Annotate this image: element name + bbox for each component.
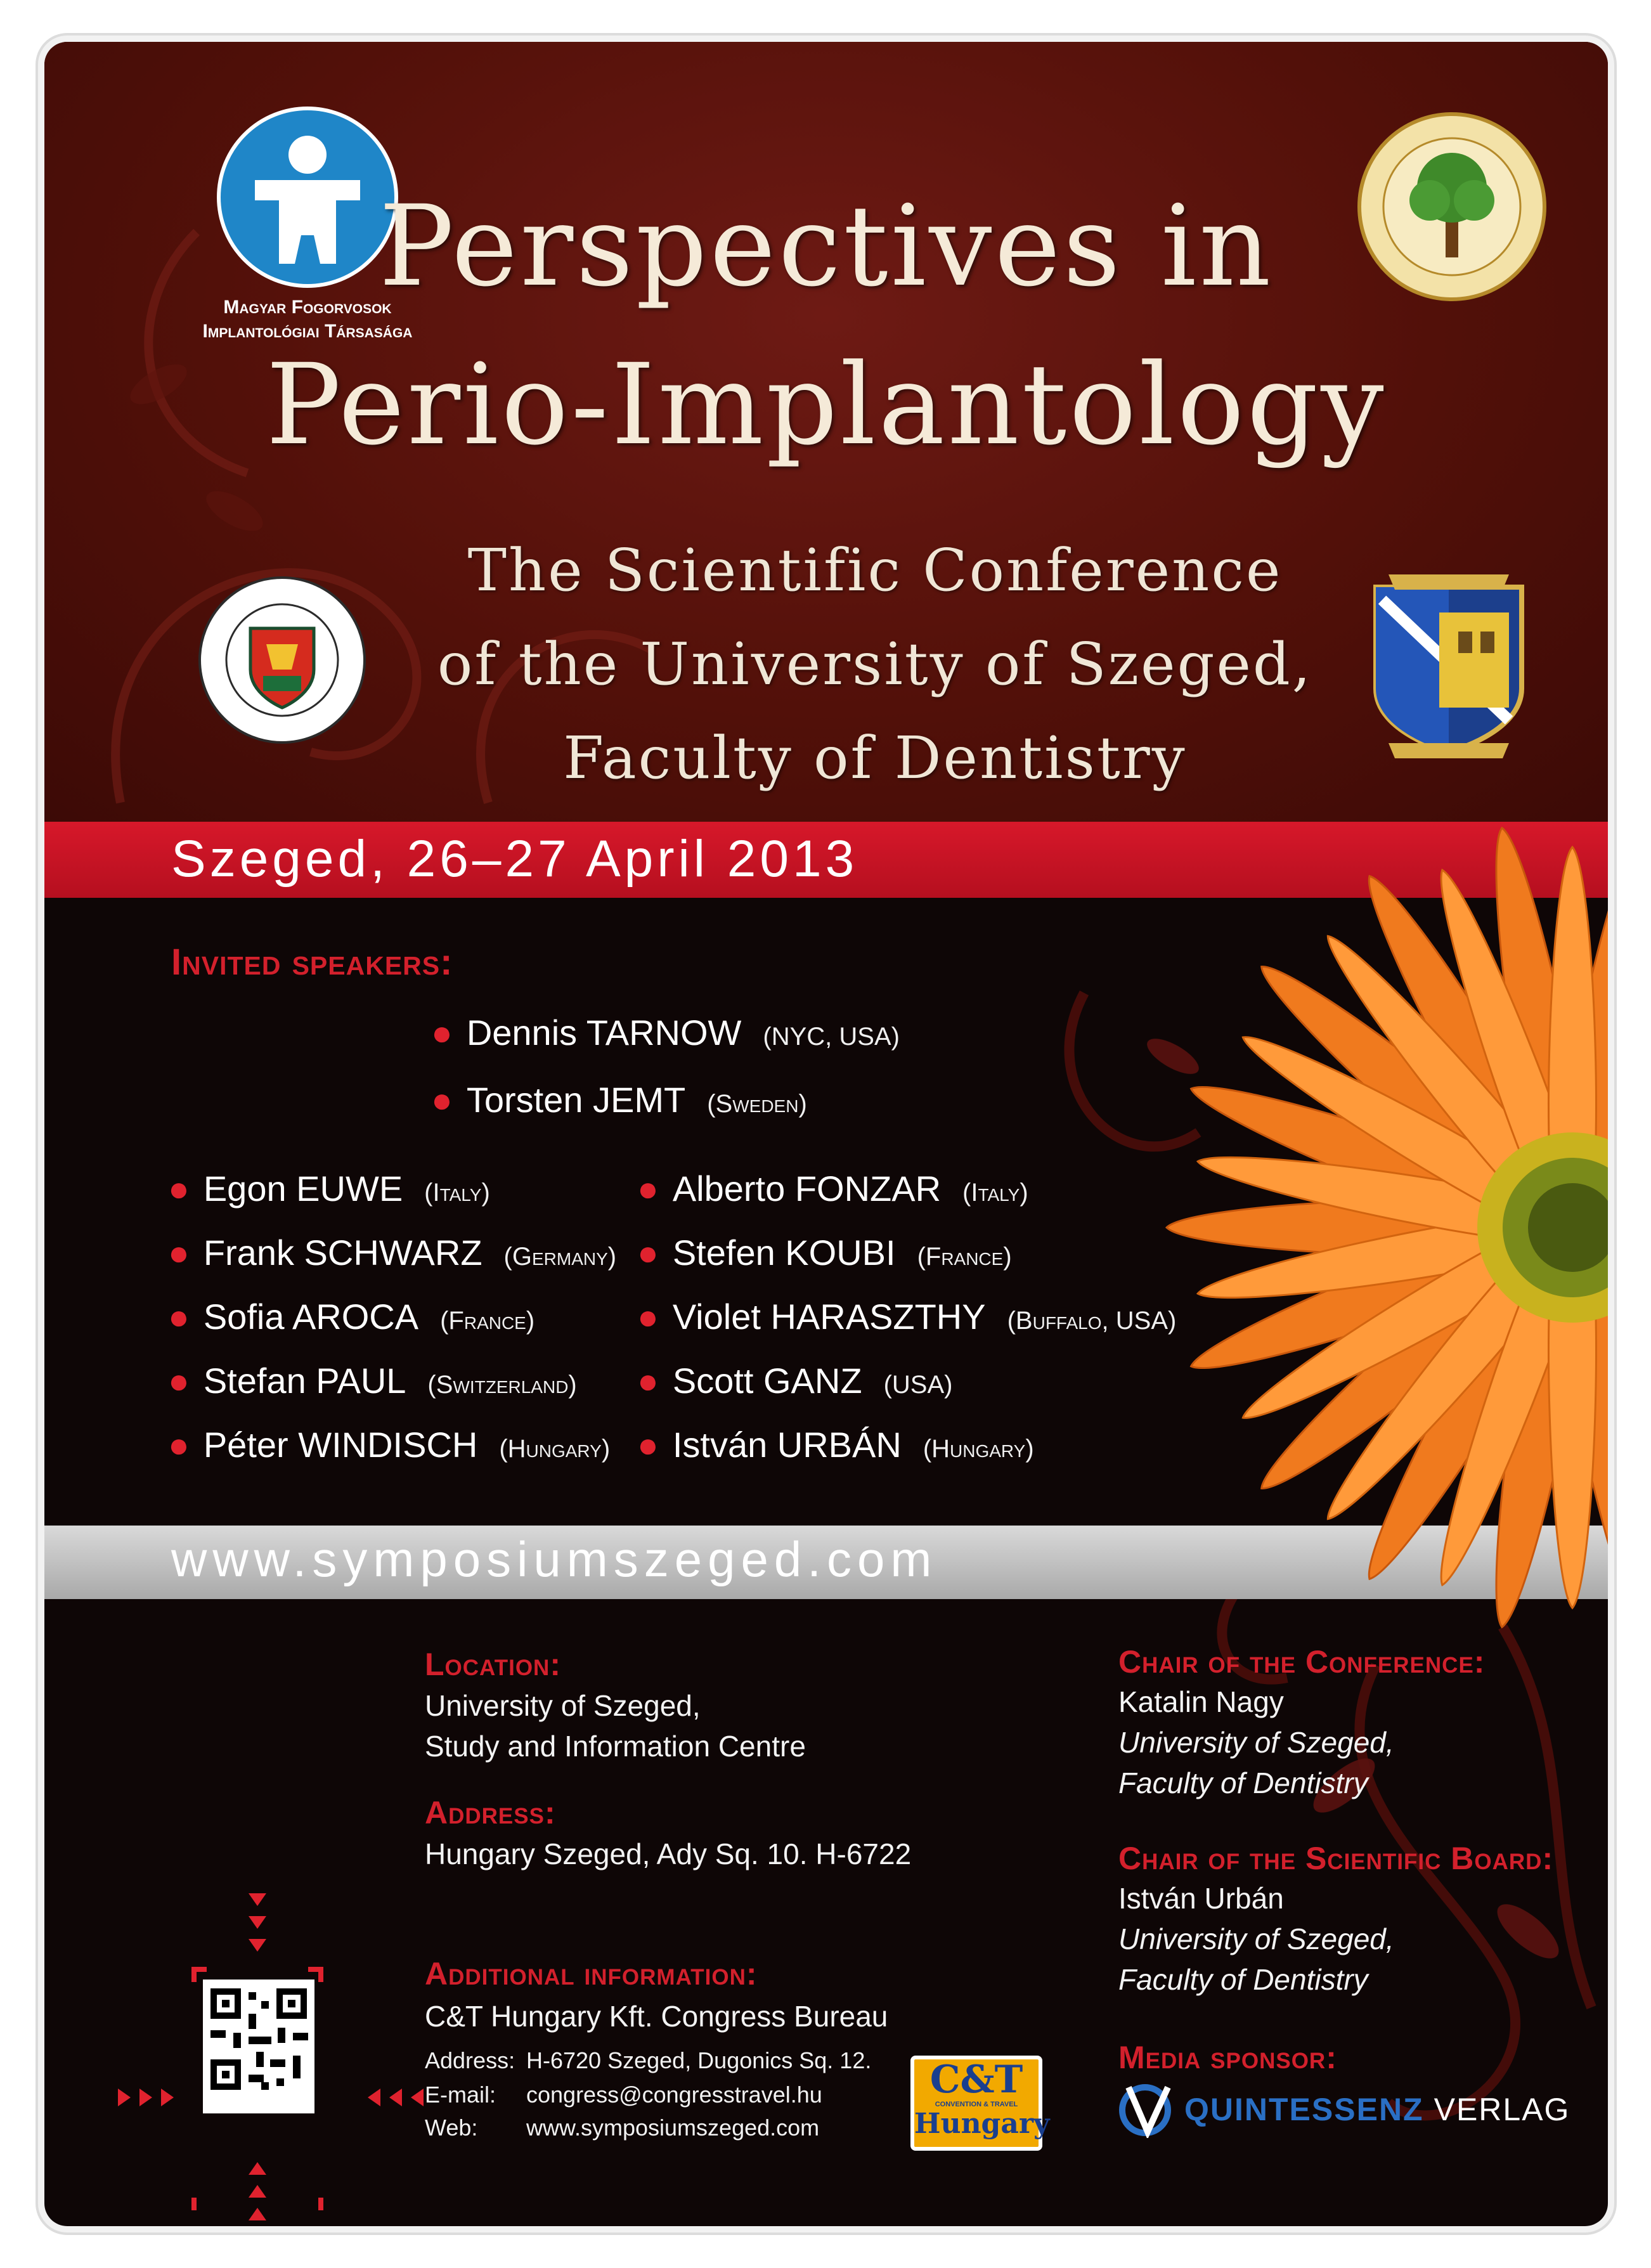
arrow-right-icon bbox=[118, 2089, 174, 2106]
chair-name: Katalin Nagy bbox=[1118, 1685, 1284, 1718]
speaker-country: (Italy) bbox=[962, 1179, 1028, 1207]
speaker-country: (NYC, USA) bbox=[763, 1023, 900, 1051]
mfit-logo-text-line2: Implantológiai Társasága bbox=[202, 321, 413, 342]
additional-web-link[interactable]: www.symposiumszeged.com bbox=[526, 2115, 820, 2141]
speaker-country: (USA) bbox=[883, 1371, 953, 1399]
speaker-item bbox=[168, 1424, 610, 1465]
bullet-icon: ● bbox=[431, 1013, 453, 1053]
additional-info-heading: Additional information: bbox=[425, 1956, 758, 1992]
additional-web-label: Web: bbox=[425, 2115, 478, 2141]
speaker-country: (Buffalo, USA) bbox=[1007, 1307, 1177, 1335]
bullet-icon: ● bbox=[431, 1080, 453, 1120]
additional-address-label: Address: bbox=[425, 2047, 515, 2073]
speaker-country: (Switzerland) bbox=[427, 1371, 577, 1399]
subtitle-line2: of the University of Szeged, bbox=[437, 630, 1313, 698]
speaker-country: (Italy) bbox=[424, 1179, 490, 1207]
additional-email-label: E-mail: bbox=[425, 2082, 496, 2108]
speaker-name: Frank SCHWARZ bbox=[203, 1233, 482, 1273]
additional-address-value: H-6720 Szeged, Dugonics Sq. 12. bbox=[526, 2047, 872, 2073]
speaker-name: Alberto FONZAR bbox=[672, 1169, 942, 1209]
address-line1: Hungary Szeged, Ady Sq. 10. H-6722 bbox=[425, 1837, 912, 1870]
website-link[interactable]: www.symposiumszeged.com bbox=[171, 1531, 938, 1587]
bullet-icon: ● bbox=[168, 1297, 190, 1337]
scientific-chair-affiliation-2: Faculty of Dentistry bbox=[1118, 1963, 1368, 1996]
address-heading: Address: bbox=[425, 1795, 556, 1831]
additional-company: C&T Hungary Kft. Congress Bureau bbox=[425, 2000, 888, 2033]
quintessenz-brand: QUINTESSENZ bbox=[1184, 2092, 1424, 2127]
media-sponsor-heading: Media sponsor: bbox=[1118, 2040, 1337, 2075]
qr-code-block bbox=[76, 1881, 431, 2223]
subtitle bbox=[399, 524, 1350, 805]
location-line1: University of Szeged, bbox=[425, 1689, 701, 1722]
speaker-item bbox=[168, 1168, 490, 1209]
speaker-country: (Germany) bbox=[503, 1243, 617, 1271]
bullet-icon: ● bbox=[637, 1425, 659, 1465]
faculty-crest bbox=[1363, 562, 1534, 765]
bullet-icon: ● bbox=[637, 1297, 659, 1337]
ct-logo-top: C&T bbox=[929, 2057, 1023, 2102]
speaker-name: Violet HARASZTHY bbox=[672, 1297, 986, 1337]
scientific-chair-name: István Urbán bbox=[1118, 1882, 1284, 1915]
bullet-icon: ● bbox=[637, 1361, 659, 1401]
featured-speaker bbox=[431, 1012, 900, 1053]
speaker-item bbox=[168, 1296, 534, 1337]
ct-logo-middle: CONVENTION & TRAVEL bbox=[935, 2101, 1018, 2108]
speaker-item bbox=[637, 1232, 1012, 1273]
quintessenz-mark-icon bbox=[1116, 2081, 1179, 2138]
title-line1: Perspectives in bbox=[379, 181, 1274, 311]
scientific-chair-heading: Chair of the Scientific Board: bbox=[1118, 1841, 1554, 1876]
title-line2: Perio-Implantology bbox=[266, 340, 1387, 470]
ct-hungary-logo bbox=[910, 2056, 1050, 2151]
gerbera-flower-image bbox=[1091, 727, 1608, 1716]
featured-speaker bbox=[431, 1079, 807, 1120]
speaker-name: Torsten JEMT bbox=[466, 1080, 686, 1120]
speaker-name: Egon EUWE bbox=[203, 1169, 403, 1209]
speaker-item bbox=[637, 1296, 1176, 1337]
mfit-logo-text-line1: Magyar Fogorvosok bbox=[223, 297, 392, 318]
speaker-name: Stefan PAUL bbox=[203, 1361, 406, 1401]
bullet-icon: ● bbox=[168, 1169, 190, 1209]
speaker-item bbox=[637, 1360, 952, 1401]
speaker-country: (Sweden) bbox=[707, 1090, 807, 1118]
arrow-down-icon bbox=[249, 1893, 266, 1952]
arrow-left-icon bbox=[368, 2089, 424, 2106]
bullet-icon: ● bbox=[637, 1233, 659, 1273]
speaker-item bbox=[637, 1168, 1028, 1209]
arrow-up-icon bbox=[249, 2162, 266, 2220]
speaker-item bbox=[168, 1232, 616, 1273]
chair-heading: Chair of the Conference: bbox=[1118, 1644, 1486, 1680]
speaker-country: (Hungary) bbox=[499, 1435, 611, 1463]
location-heading: Location: bbox=[425, 1647, 561, 1682]
speaker-item bbox=[637, 1424, 1034, 1465]
speaker-item bbox=[168, 1360, 577, 1401]
chair-affiliation-2: Faculty of Dentistry bbox=[1118, 1766, 1368, 1799]
speaker-country: (France) bbox=[917, 1243, 1012, 1271]
bullet-icon: ● bbox=[168, 1425, 190, 1465]
conference-date: Szeged, 26–27 April 2013 bbox=[171, 830, 858, 888]
subtitle-line1: The Scientific Conference bbox=[467, 536, 1283, 604]
speaker-country: (Hungary) bbox=[923, 1435, 1034, 1463]
subtitle-line3: Faculty of Dentistry bbox=[563, 724, 1187, 792]
speaker-name: István URBÁN bbox=[672, 1425, 902, 1465]
quintessenz-logo bbox=[1116, 2081, 1570, 2138]
location-line2: Study and Information Centre bbox=[425, 1730, 806, 1763]
speaker-name: Stefen KOUBI bbox=[672, 1233, 896, 1273]
additional-email-link[interactable]: congress@congresstravel.hu bbox=[526, 2082, 822, 2108]
invited-speakers-heading: Invited speakers: bbox=[171, 942, 453, 983]
bullet-icon: ● bbox=[637, 1169, 659, 1209]
speaker-name: Sofia AROCA bbox=[203, 1297, 419, 1337]
speaker-name: Dennis TARNOW bbox=[466, 1013, 742, 1053]
ct-logo-bottom: Hungary bbox=[914, 2108, 1050, 2140]
chair-affiliation-1: University of Szeged, bbox=[1118, 1726, 1394, 1759]
speaker-name: Scott GANZ bbox=[672, 1361, 862, 1401]
bullet-icon: ● bbox=[168, 1361, 190, 1401]
quintessenz-verlag: VERLAG bbox=[1434, 2092, 1570, 2127]
university-seal bbox=[197, 574, 368, 746]
conference-poster bbox=[44, 42, 1608, 2226]
speaker-name: Péter WINDISCH bbox=[203, 1425, 478, 1465]
scientific-chair-affiliation-1: University of Szeged, bbox=[1118, 1922, 1394, 1955]
speaker-country: (France) bbox=[440, 1307, 535, 1335]
bullet-icon: ● bbox=[168, 1233, 190, 1273]
